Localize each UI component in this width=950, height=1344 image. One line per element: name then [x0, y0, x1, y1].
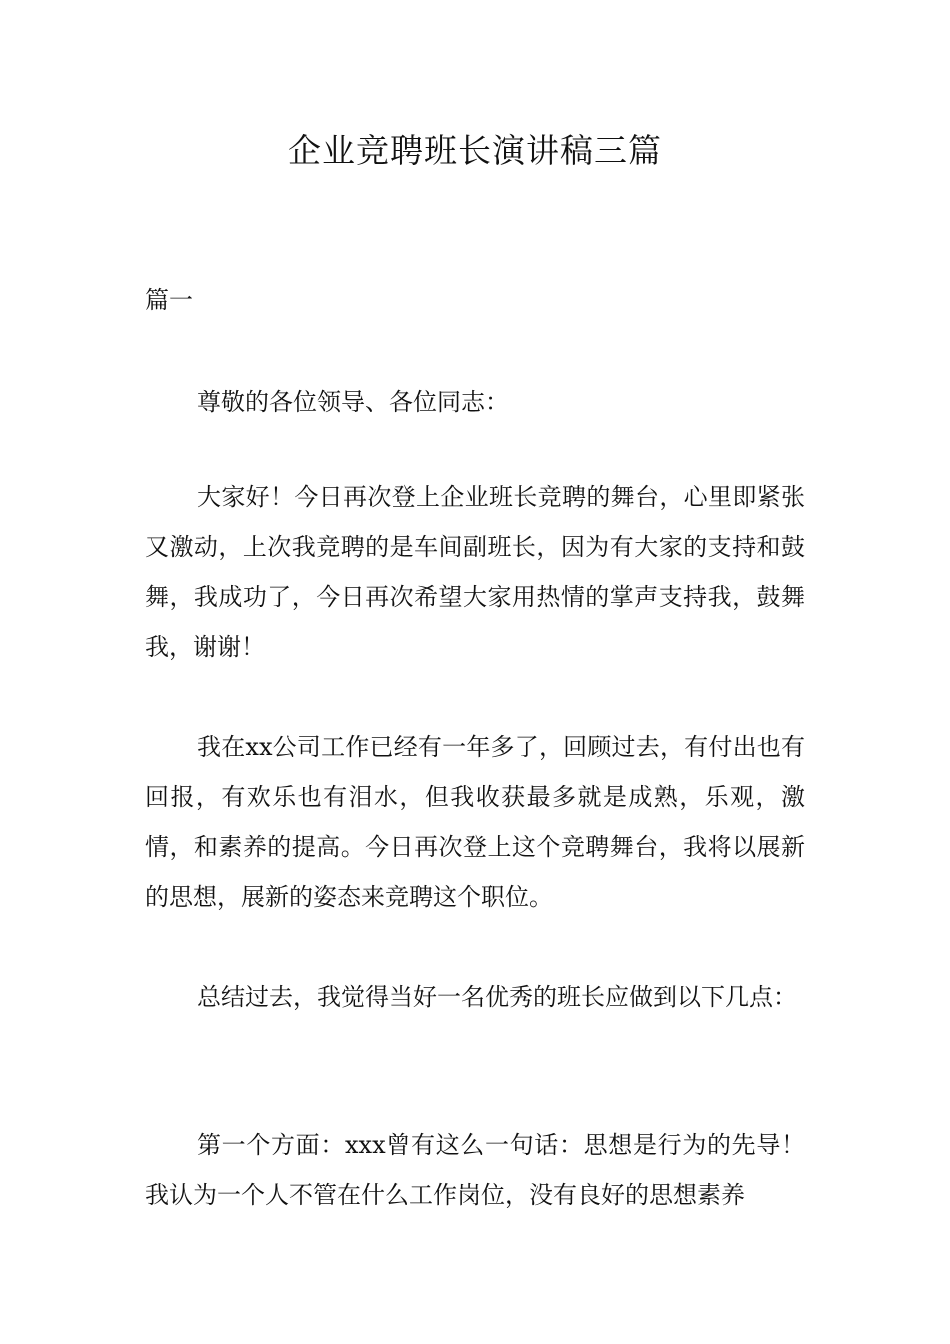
paragraph-salutation: 尊敬的各位领导、各位同志：	[197, 388, 509, 416]
document-title: 企业竞聘班长演讲稿三篇	[288, 131, 662, 170]
paragraph-summary: 总结过去，我觉得当好一名优秀的班长应做到以下几点：	[197, 983, 797, 1011]
paragraph-experience: 我在xx公司工作已经有一年多了，回顾过去，有付出也有回报，有欢乐也有泪水，但我收获最多就是成熟，乐观，激情，和素养的提高。今日再次登上这个竞聘舞台，我将以展新的思想，展新的姿态来竞聘这个职位。	[145, 733, 805, 911]
paragraph-first-aspect: 第一个方面：xxx曾有这么一句话：思想是行为的先导！我认为一个人不管在什么工作岗位，没有良好的思想素养	[145, 1131, 805, 1209]
section-label: 篇一	[145, 286, 193, 314]
paragraph-greeting: 大家好！今日再次登上企业班长竞聘的舞台，心里即紧张又激动，上次我竞聘的是车间副班长，因为有大家的支持和鼓舞，我成功了，今日再次希望大家用热情的掌声支持我，鼓舞我，谢谢！	[145, 483, 805, 661]
